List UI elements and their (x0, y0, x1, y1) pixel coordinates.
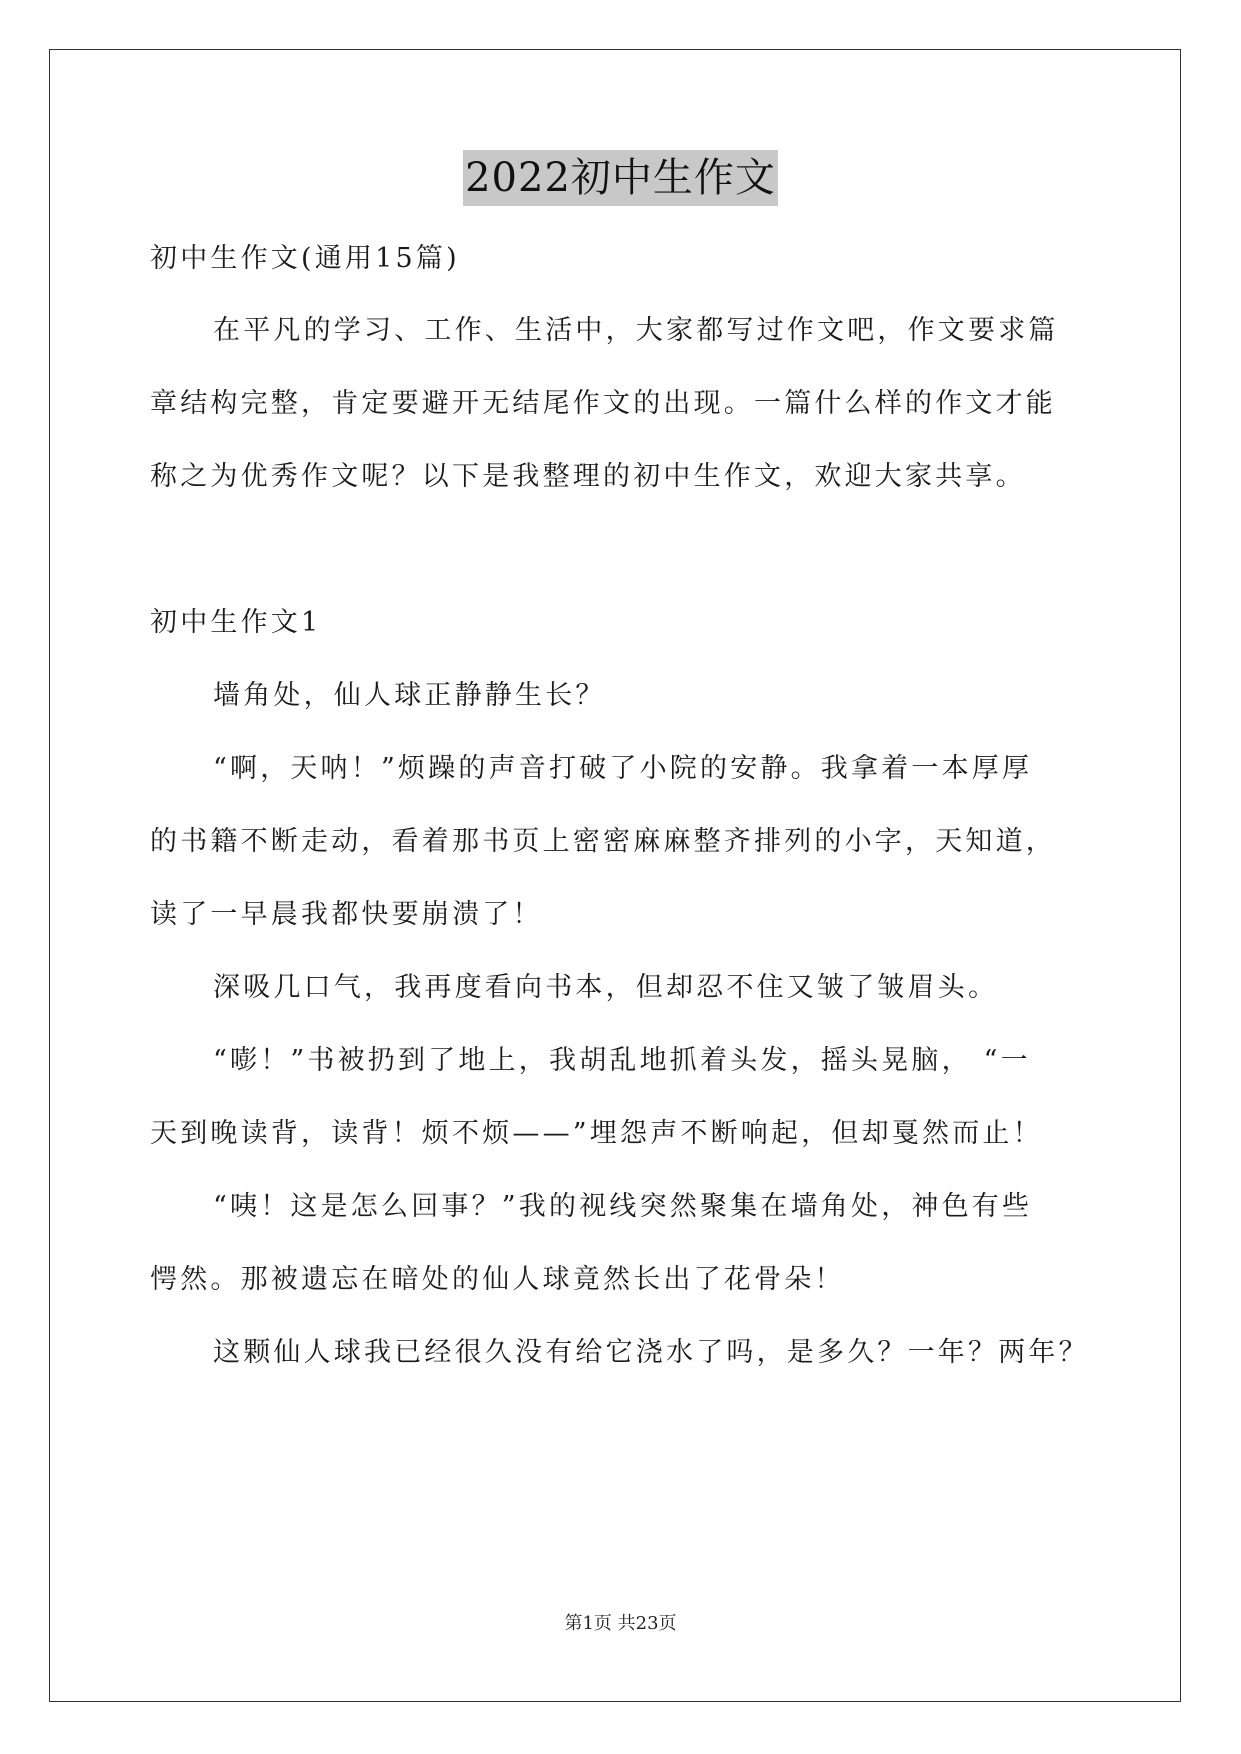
body-line: 愕然。那被遗忘在暗处的仙人球竟然长出了花骨朵！ (150, 1264, 845, 1295)
page-number-footer: 第1页 共23页 (564, 1613, 677, 1634)
body-line: “啊，天呐！”烦躁的声音打破了小院的安静。我拿着一本厚厚 (213, 753, 1033, 784)
intro-line: 章结构完整，肯定要避开无结尾作文的出现。一篇什么样的作文才能 (150, 388, 1056, 419)
document-title: 2022初中生作文 (463, 150, 778, 206)
section-heading: 初中生作文1 (150, 607, 322, 638)
subtitle: 初中生作文(通用15篇) (150, 243, 460, 274)
body-line: 墙角处，仙人球正静静生长？ (213, 680, 606, 711)
body-line: 读了一早晨我都快要崩溃了！ (150, 899, 543, 930)
intro-line: 称之为优秀作文呢？以下是我整理的初中生作文，欢迎大家共享。 (150, 461, 1026, 492)
body-line: 这颗仙人球我已经很久没有给它浇水了吗，是多久？一年？两年？ (213, 1337, 1089, 1368)
title-container (0, 150, 1241, 206)
body-line: 天到晚读背，读背！烦不烦——”埋怨声不断响起，但却戛然而止！ (150, 1118, 1043, 1149)
body-line: “嘭！”书被扔到了地上，我胡乱地抓着头发，摇头晃脑， “一 (213, 1045, 1031, 1076)
body-line: 深吸几口气，我再度看向书本，但却忍不住又皱了皱眉头。 (213, 972, 999, 1003)
body-line: “咦！这是怎么回事？”我的视线突然聚集在墙角处，神色有些 (213, 1191, 1033, 1222)
intro-line: 在平凡的学习、工作、生活中，大家都写过作文吧，作文要求篇 (213, 315, 1059, 346)
body-line: 的书籍不断走动，看着那书页上密密麻麻整齐排列的小字，天知道， (150, 826, 1056, 857)
page-border (49, 49, 1181, 1702)
